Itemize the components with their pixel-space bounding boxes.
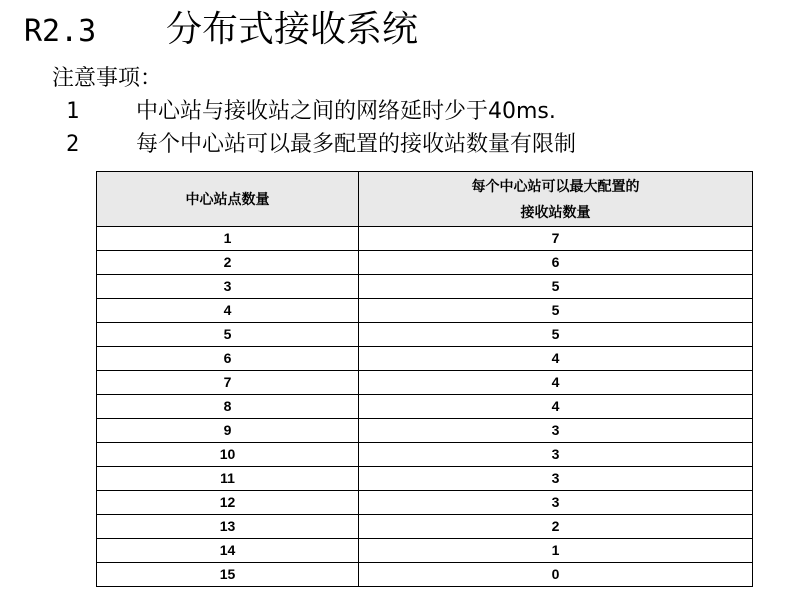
table-row xyxy=(97,371,753,395)
note-text: 每个中心站可以最多配置的接收站数量有限制 xyxy=(136,132,577,157)
header-center-station-count: 中心站点数量 xyxy=(97,172,359,227)
max-receivers-cell: 5 xyxy=(359,299,753,323)
max-receivers-cell: 5 xyxy=(359,323,753,347)
table-body xyxy=(97,227,753,587)
header-max-receivers-line1: 每个中心站可以最大配置的 xyxy=(471,178,640,194)
table-row xyxy=(97,467,753,491)
center-station-count-cell: 6 xyxy=(97,347,359,371)
center-station-count-cell: 2 xyxy=(97,251,359,275)
table-row xyxy=(97,443,753,467)
table-row xyxy=(97,515,753,539)
max-receivers-cell: 3 xyxy=(359,491,753,515)
header-max-receivers-line2: 接收站数量 xyxy=(520,204,591,220)
center-station-count-cell: 7 xyxy=(97,371,359,395)
note-text: 中心站与接收站之间的网络延时少于40ms. xyxy=(136,99,556,124)
note-index: 2 xyxy=(66,132,80,157)
table-row xyxy=(97,227,753,251)
max-receivers-cell: 6 xyxy=(359,251,753,275)
max-receivers-cell: 0 xyxy=(359,563,753,587)
max-receivers-cell: 4 xyxy=(359,371,753,395)
table-row xyxy=(97,395,753,419)
max-receivers-cell: 3 xyxy=(359,467,753,491)
table-row xyxy=(97,347,753,371)
table-row xyxy=(97,539,753,563)
note-item xyxy=(66,97,556,127)
center-station-count-cell: 11 xyxy=(97,467,359,491)
max-receivers-cell: 7 xyxy=(359,227,753,251)
center-station-count-cell: 10 xyxy=(97,443,359,467)
max-receivers-cell: 1 xyxy=(359,539,753,563)
center-station-count-cell: 3 xyxy=(97,275,359,299)
table-row xyxy=(97,491,753,515)
center-station-count-cell: 5 xyxy=(97,323,359,347)
section-number: R2.3 xyxy=(24,14,97,49)
note-item xyxy=(66,130,576,160)
table-header-row xyxy=(97,172,753,227)
note-index: 1 xyxy=(66,99,80,124)
table-row xyxy=(97,563,753,587)
center-station-count-cell: 1 xyxy=(97,227,359,251)
table-row xyxy=(97,251,753,275)
max-receivers-cell: 4 xyxy=(359,395,753,419)
table-row xyxy=(97,323,753,347)
table-row xyxy=(97,299,753,323)
station-limit-table xyxy=(96,171,753,587)
center-station-count-cell: 9 xyxy=(97,419,359,443)
max-receivers-cell: 3 xyxy=(359,443,753,467)
notes-heading: 注意事项： xyxy=(52,66,163,91)
page-title xyxy=(24,4,419,56)
max-receivers-cell: 3 xyxy=(359,419,753,443)
max-receivers-cell: 2 xyxy=(359,515,753,539)
center-station-count-cell: 15 xyxy=(97,563,359,587)
table-row xyxy=(97,419,753,443)
center-station-count-cell: 8 xyxy=(97,395,359,419)
section-title: 分布式接收系统 xyxy=(166,9,419,50)
center-station-count-cell: 4 xyxy=(97,299,359,323)
header-max-receivers xyxy=(359,172,753,227)
table-row xyxy=(97,275,753,299)
center-station-count-cell: 12 xyxy=(97,491,359,515)
max-receivers-cell: 5 xyxy=(359,275,753,299)
center-station-count-cell: 14 xyxy=(97,539,359,563)
center-station-count-cell: 13 xyxy=(97,515,359,539)
max-receivers-cell: 4 xyxy=(359,347,753,371)
